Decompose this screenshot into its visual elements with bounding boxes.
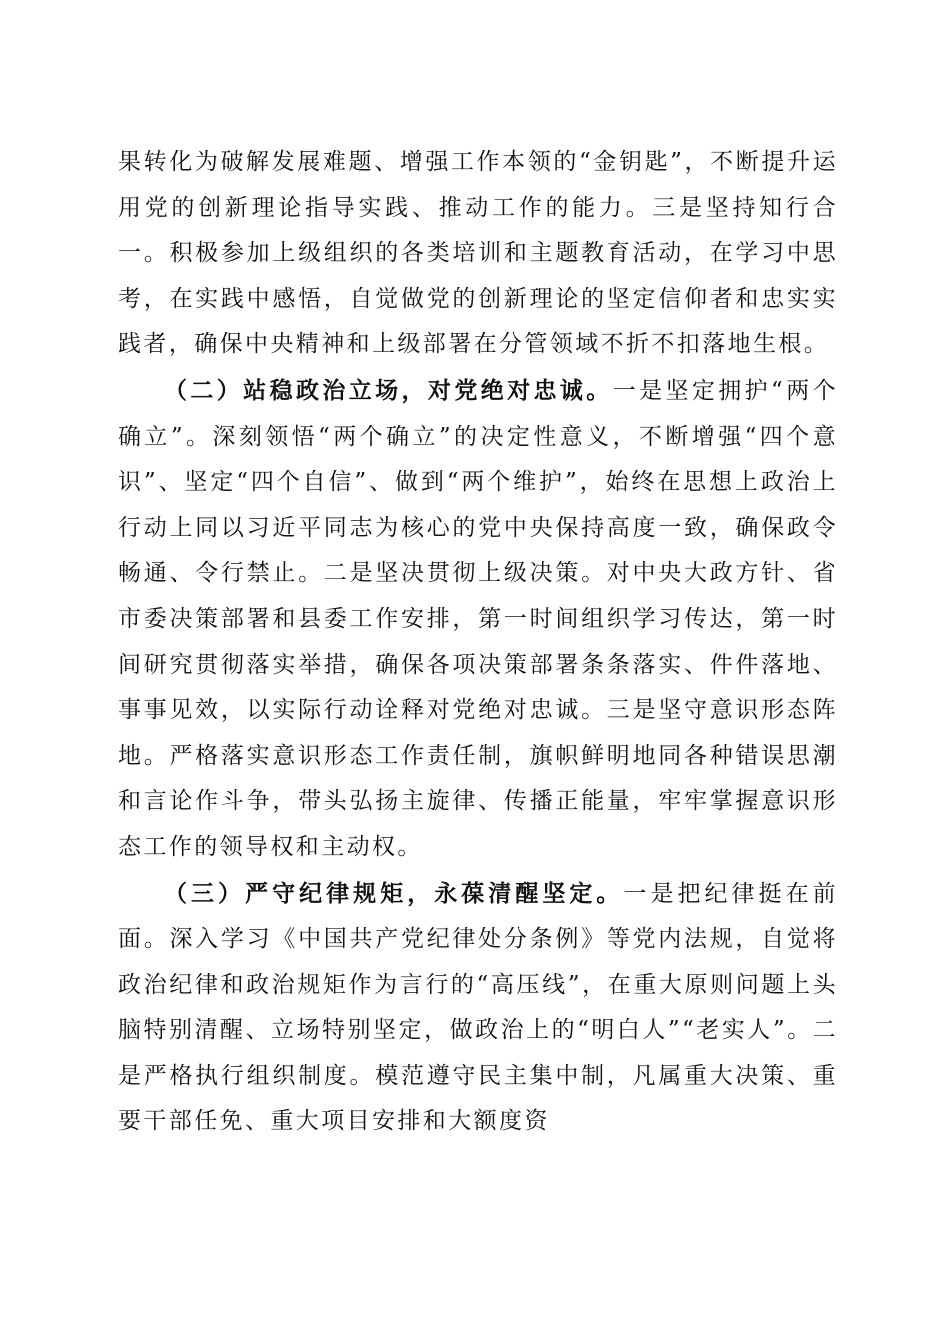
- paragraph-1-body: 果转化为破解发展难题、增强工作本领的“金钥匙”，不断提升运用党的创新理论指导实践、推动工作的能力。三是坚持知行合一。积极参加上级组织的各类培训和主题教育活动，在学习中思考，在实践中感悟，自觉做党的创新理论的坚定信仰者和忠实实践者，确保中央精神和上级部署在分管领域不折不扣落地生根。: [118, 149, 838, 358]
- paragraph-3: [118, 871, 838, 1146]
- paragraph-1: [118, 140, 838, 368]
- paragraph-3-body: 一是把纪律挺在前面。深入学习《中国共产党纪律处分条例》等党内法规，自觉将政治纪律和政治规矩作为言行的“高压线”，在重大原则问题上头脑特别清醒、立场特别坚定，做政治上的“明白人”“老实人”。二是严格执行组织制度。模范遵守民主集中制，凡属重大决策、重要干部任免、重大项目安排和大额度资: [118, 880, 838, 1135]
- section-3-heading: （三）严守纪律规矩，永葆清醒坚定。: [164, 879, 624, 907]
- document-body: [118, 140, 838, 1145]
- section-2-heading: （二）站稳政治立场，对党绝对忠诚。: [164, 376, 613, 404]
- paragraph-2: [118, 368, 838, 871]
- paragraph-2-body: 一是坚定拥护“两个确立”。深刻领悟“两个确立”的决定性意义，不断增强“四个意识”、坚定“四个自信”、做到“两个维护”，始终在思想上政治上行动上同以习近平同志为核心的党中央保持高度一致，确保政令畅通、令行禁止。二是坚决贯彻上级决策。对中央大政方针、省市委决策部署和县委工作安排，第一时间组织学习传达，第一时间研究贯彻落实举措，确保各项决策部署条条落实、件件落地、事事见效，以实际行动诠释对党绝对忠诚。三是坚守意识形态阵地。严格落实意识形态工作责任制，旗帜鲜明地同各种错误思潮和言论作斗争，带头弘扬主旋律、传播正能量，牢牢掌握意识形态工作的领导权和主动权。: [118, 377, 838, 860]
